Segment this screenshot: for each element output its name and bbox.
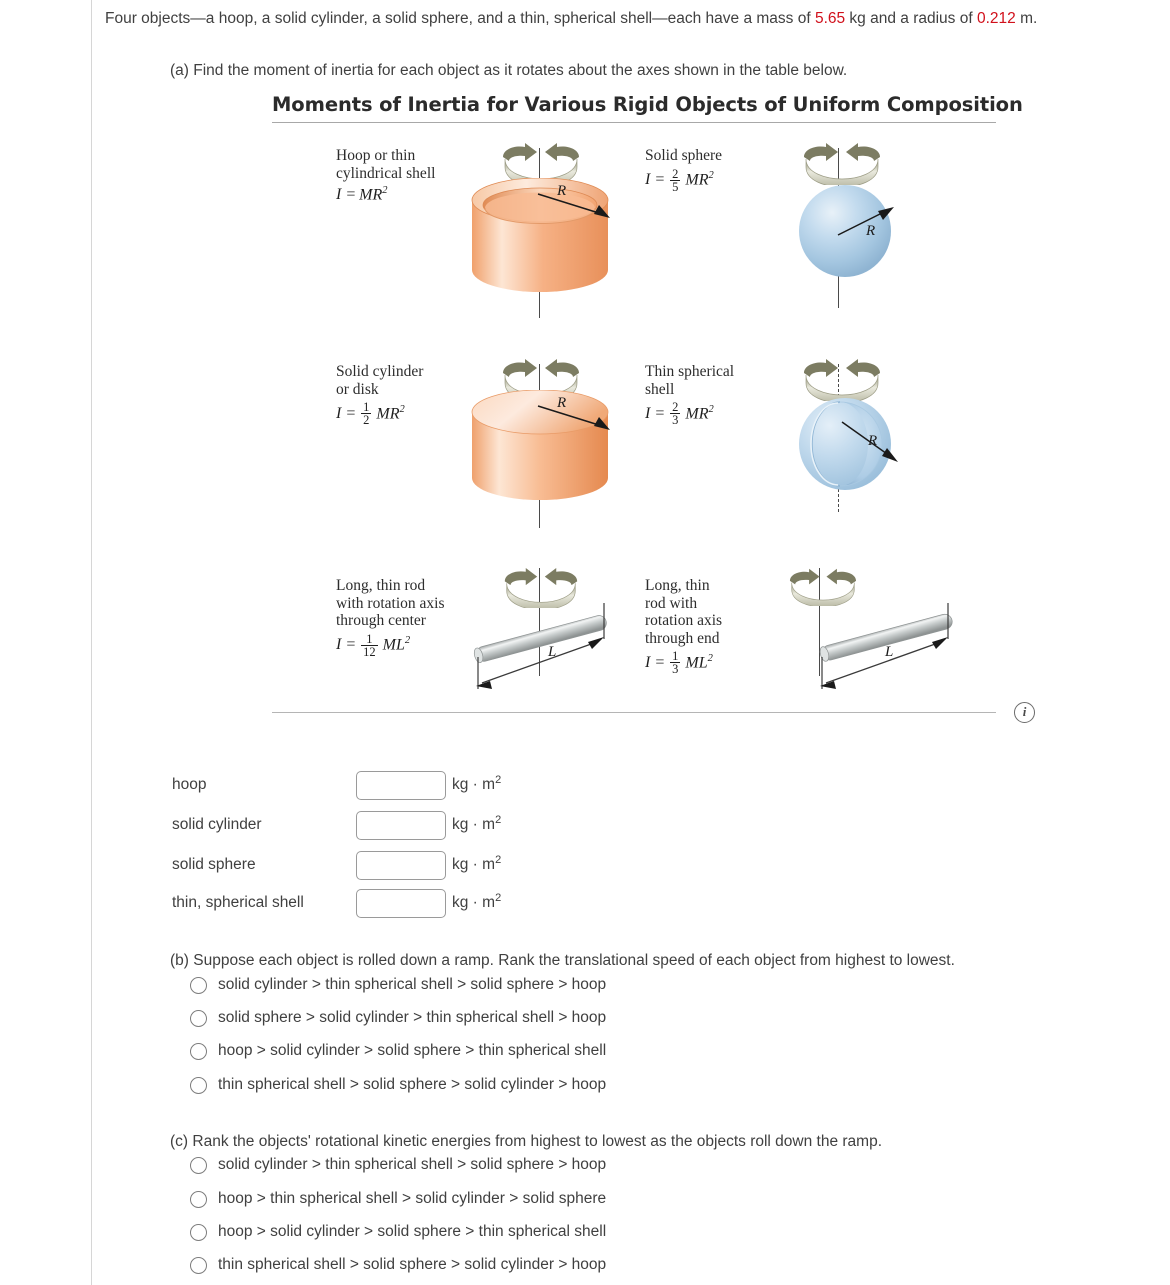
page-left-border	[91, 0, 92, 1285]
rod-center-numerator: 1	[366, 631, 373, 646]
part-b-question: (b) Suppose each object is rolled down a ramp. Rank the translational speed of each object from highest to lowest.	[170, 952, 955, 969]
solid-sphere-denominator: 5	[672, 179, 679, 194]
units-text-hoop: kg · m	[452, 776, 496, 794]
part-c-option-2[interactable]	[190, 1190, 606, 1208]
rod-end-entry	[645, 577, 785, 675]
answer-label-thin-spherical-shell: thin, spherical shell	[172, 894, 304, 911]
part-c-option-4[interactable]	[190, 1256, 606, 1274]
rod-end-label-line-2: rod with	[645, 594, 698, 612]
rod-end-label-line-1: Long, thin	[645, 577, 710, 594]
hoop-formula	[336, 185, 481, 204]
hoop-formula-tail: MR	[359, 186, 383, 204]
rod-center-length-label: L	[548, 644, 557, 660]
solid-sphere-formula	[645, 168, 795, 193]
solid-sphere-radius-label: R	[866, 223, 876, 239]
part-b-option-4-label: thin spherical shell > solid sphere > solid cylinder > hoop	[218, 1076, 607, 1093]
solid-cylinder-label-line-1: Solid cylinder	[336, 363, 424, 380]
units-text-solid-cylinder: kg · m	[452, 816, 496, 834]
answer-input-solid-sphere[interactable]	[356, 851, 446, 880]
part-b-option-2[interactable]	[190, 1009, 606, 1027]
part-b-option-3[interactable]	[190, 1042, 606, 1060]
units-text-solid-sphere: kg · m	[452, 856, 496, 874]
thin-shell-rotation-arrow-icon	[796, 359, 888, 401]
part-c-radio-2[interactable]	[190, 1191, 207, 1208]
part-b-radio-3[interactable]	[190, 1043, 207, 1060]
part-b-option-3-label: hoop > solid cylinder > solid sphere > thin spherical shell	[218, 1042, 607, 1059]
part-b-radio-2[interactable]	[190, 1010, 207, 1027]
units-text-thin-spherical-shell: kg · m	[452, 894, 496, 912]
solid-cylinder-formula-lead: I =	[336, 404, 357, 422]
hoop-label-line-1: Hoop or thin	[336, 147, 416, 164]
rod-center-formula-lead: I =	[336, 636, 357, 653]
hoop-formula-lead: I =	[336, 185, 357, 203]
part-b-option-1[interactable]	[190, 976, 606, 994]
mass-value: 5.65	[814, 10, 846, 27]
part-c-option-4-label: thin spherical shell > solid sphere > solid cylinder > hoop	[218, 1256, 607, 1273]
rod-end-length-label: L	[885, 644, 894, 660]
intro-text-3: m.	[1015, 10, 1038, 27]
part-c-option-2-label: hoop > thin spherical shell > solid cylinder > solid sphere	[218, 1190, 607, 1207]
thin-shell-formula	[645, 401, 795, 426]
rod-center-denominator: 12	[363, 644, 376, 659]
thin-spherical-shell-entry	[645, 363, 795, 426]
solid-cylinder-radius-arrow	[536, 404, 616, 434]
answer-units-hoop	[452, 774, 501, 794]
solid-cylinder-exponent: 2	[399, 403, 405, 415]
moi-table-title: Moments of Inertia for Various Rigid Objects of Uniform Composition	[272, 93, 1023, 116]
solid-sphere-formula-tail: MR	[685, 171, 709, 189]
rod-end-label-line-3: rotation axis	[645, 612, 723, 629]
rod-end-formula	[645, 650, 785, 675]
rod-center-formula-tail: ML	[382, 636, 405, 654]
part-c-option-3[interactable]	[190, 1223, 606, 1241]
solid-sphere-exponent: 2	[708, 170, 714, 182]
rod-center-shape	[466, 597, 616, 689]
answer-units-solid-sphere	[452, 854, 501, 874]
rod-end-label-line-4: through end	[645, 629, 720, 647]
part-c-radio-1[interactable]	[190, 1157, 207, 1174]
part-b-option-4[interactable]	[190, 1076, 606, 1094]
rod-end-fraction	[670, 650, 680, 675]
rod-end-shape	[806, 597, 958, 689]
answer-input-thin-spherical-shell[interactable]	[356, 889, 446, 918]
info-icon[interactable]: i	[1014, 702, 1035, 723]
table-top-rule	[272, 122, 996, 123]
solid-sphere-numerator: 2	[672, 166, 679, 181]
answer-label-solid-sphere: solid sphere	[172, 856, 256, 873]
solid-sphere-rotation-arrow-icon	[796, 143, 888, 185]
solid-cylinder-denominator: 2	[363, 413, 370, 427]
solid-cylinder-formula	[336, 401, 486, 426]
units-exponent-hoop: 2	[495, 774, 502, 786]
rod-end-exponent: 2	[707, 652, 713, 664]
hoop-entry	[336, 147, 481, 204]
thin-shell-fraction	[670, 401, 680, 426]
rod-end-formula-lead: I =	[645, 653, 666, 671]
rod-end-denominator: 3	[672, 662, 679, 676]
part-b-option-1-label: solid cylinder > thin spherical shell > solid sphere > hoop	[218, 976, 607, 993]
rod-end-numerator: 1	[672, 649, 679, 663]
part-b-radio-1[interactable]	[190, 977, 207, 994]
problem-intro	[105, 6, 1100, 31]
answer-label-solid-cylinder: solid cylinder	[172, 816, 262, 833]
thin-shell-formula-tail: MR	[685, 405, 709, 423]
thin-shell-radius-label: R	[868, 433, 878, 449]
part-c-option-1-label: solid cylinder > thin spherical shell > solid sphere > hoop	[218, 1156, 607, 1173]
units-exponent-solid-sphere: 2	[495, 854, 502, 866]
solid-cylinder-radius-label: R	[557, 395, 567, 411]
part-c-option-1[interactable]	[190, 1156, 606, 1174]
units-exponent-thin-spherical-shell: 2	[495, 892, 502, 904]
part-c-question: (c) Rank the objects' rotational kinetic energies from highest to lowest as the objects roll down the ramp.	[170, 1133, 883, 1150]
solid-cylinder-formula-tail: MR	[376, 405, 400, 423]
solid-sphere-entry	[645, 147, 795, 193]
rod-center-label-line-3: through center	[336, 612, 426, 629]
answer-input-hoop[interactable]	[356, 771, 446, 800]
hoop-label-line-2: cylindrical shell	[336, 164, 436, 182]
rod-center-label-line-2: with rotation axis	[336, 594, 445, 612]
solid-cylinder-fraction	[361, 401, 371, 426]
part-c-radio-4[interactable]	[190, 1257, 207, 1274]
thin-shell-formula-lead: I =	[645, 404, 666, 422]
thin-shell-denominator: 3	[672, 413, 679, 427]
hoop-radius-arrow	[536, 192, 616, 222]
solid-cylinder-numerator: 1	[363, 400, 370, 414]
part-c-option-3-label: hoop > solid cylinder > solid sphere > thin spherical shell	[218, 1223, 607, 1240]
radius-value: 0.212	[976, 10, 1016, 27]
solid-sphere-fraction	[670, 168, 680, 193]
rod-center-fraction	[361, 633, 378, 658]
part-b-radio-4[interactable]	[190, 1077, 207, 1094]
part-c-radio-3[interactable]	[190, 1224, 207, 1241]
thin-shell-label-line-1: Thin spherical	[645, 363, 735, 380]
thin-shell-label-line-2: shell	[645, 380, 675, 398]
part-a-question: (a) Find the moment of inertia for each object as it rotates about the axes shown in the table below.	[170, 62, 848, 79]
answer-units-solid-cylinder	[452, 814, 501, 834]
answer-input-solid-cylinder[interactable]	[356, 811, 446, 840]
intro-text-1: Four objects—a hoop, a solid cylinder, a solid sphere, and a thin, spherical shell—each have a mass of	[105, 10, 815, 27]
part-b-option-2-label: solid sphere > solid cylinder > thin spherical shell > hoop	[218, 1009, 607, 1026]
rod-center-label-line-1: Long, thin rod	[336, 577, 426, 594]
hoop-exponent: 2	[382, 185, 388, 196]
thin-shell-numerator: 2	[672, 400, 679, 414]
rod-center-exponent: 2	[404, 635, 411, 647]
answer-units-thin-spherical-shell	[452, 892, 501, 912]
solid-sphere-formula-lead: I =	[645, 171, 666, 188]
solid-cylinder-label-line-2: or disk	[336, 380, 379, 398]
units-exponent-solid-cylinder: 2	[495, 814, 502, 826]
answer-label-hoop: hoop	[172, 776, 207, 793]
table-bottom-rule	[272, 712, 996, 713]
intro-text-2: kg and a radius of	[845, 10, 977, 27]
rod-end-formula-tail: ML	[685, 654, 708, 672]
solid-cylinder-entry	[336, 363, 486, 426]
hoop-radius-label: R	[557, 183, 567, 199]
thin-shell-exponent: 2	[708, 403, 714, 415]
solid-sphere-label-line-1: Solid sphere	[645, 147, 723, 164]
